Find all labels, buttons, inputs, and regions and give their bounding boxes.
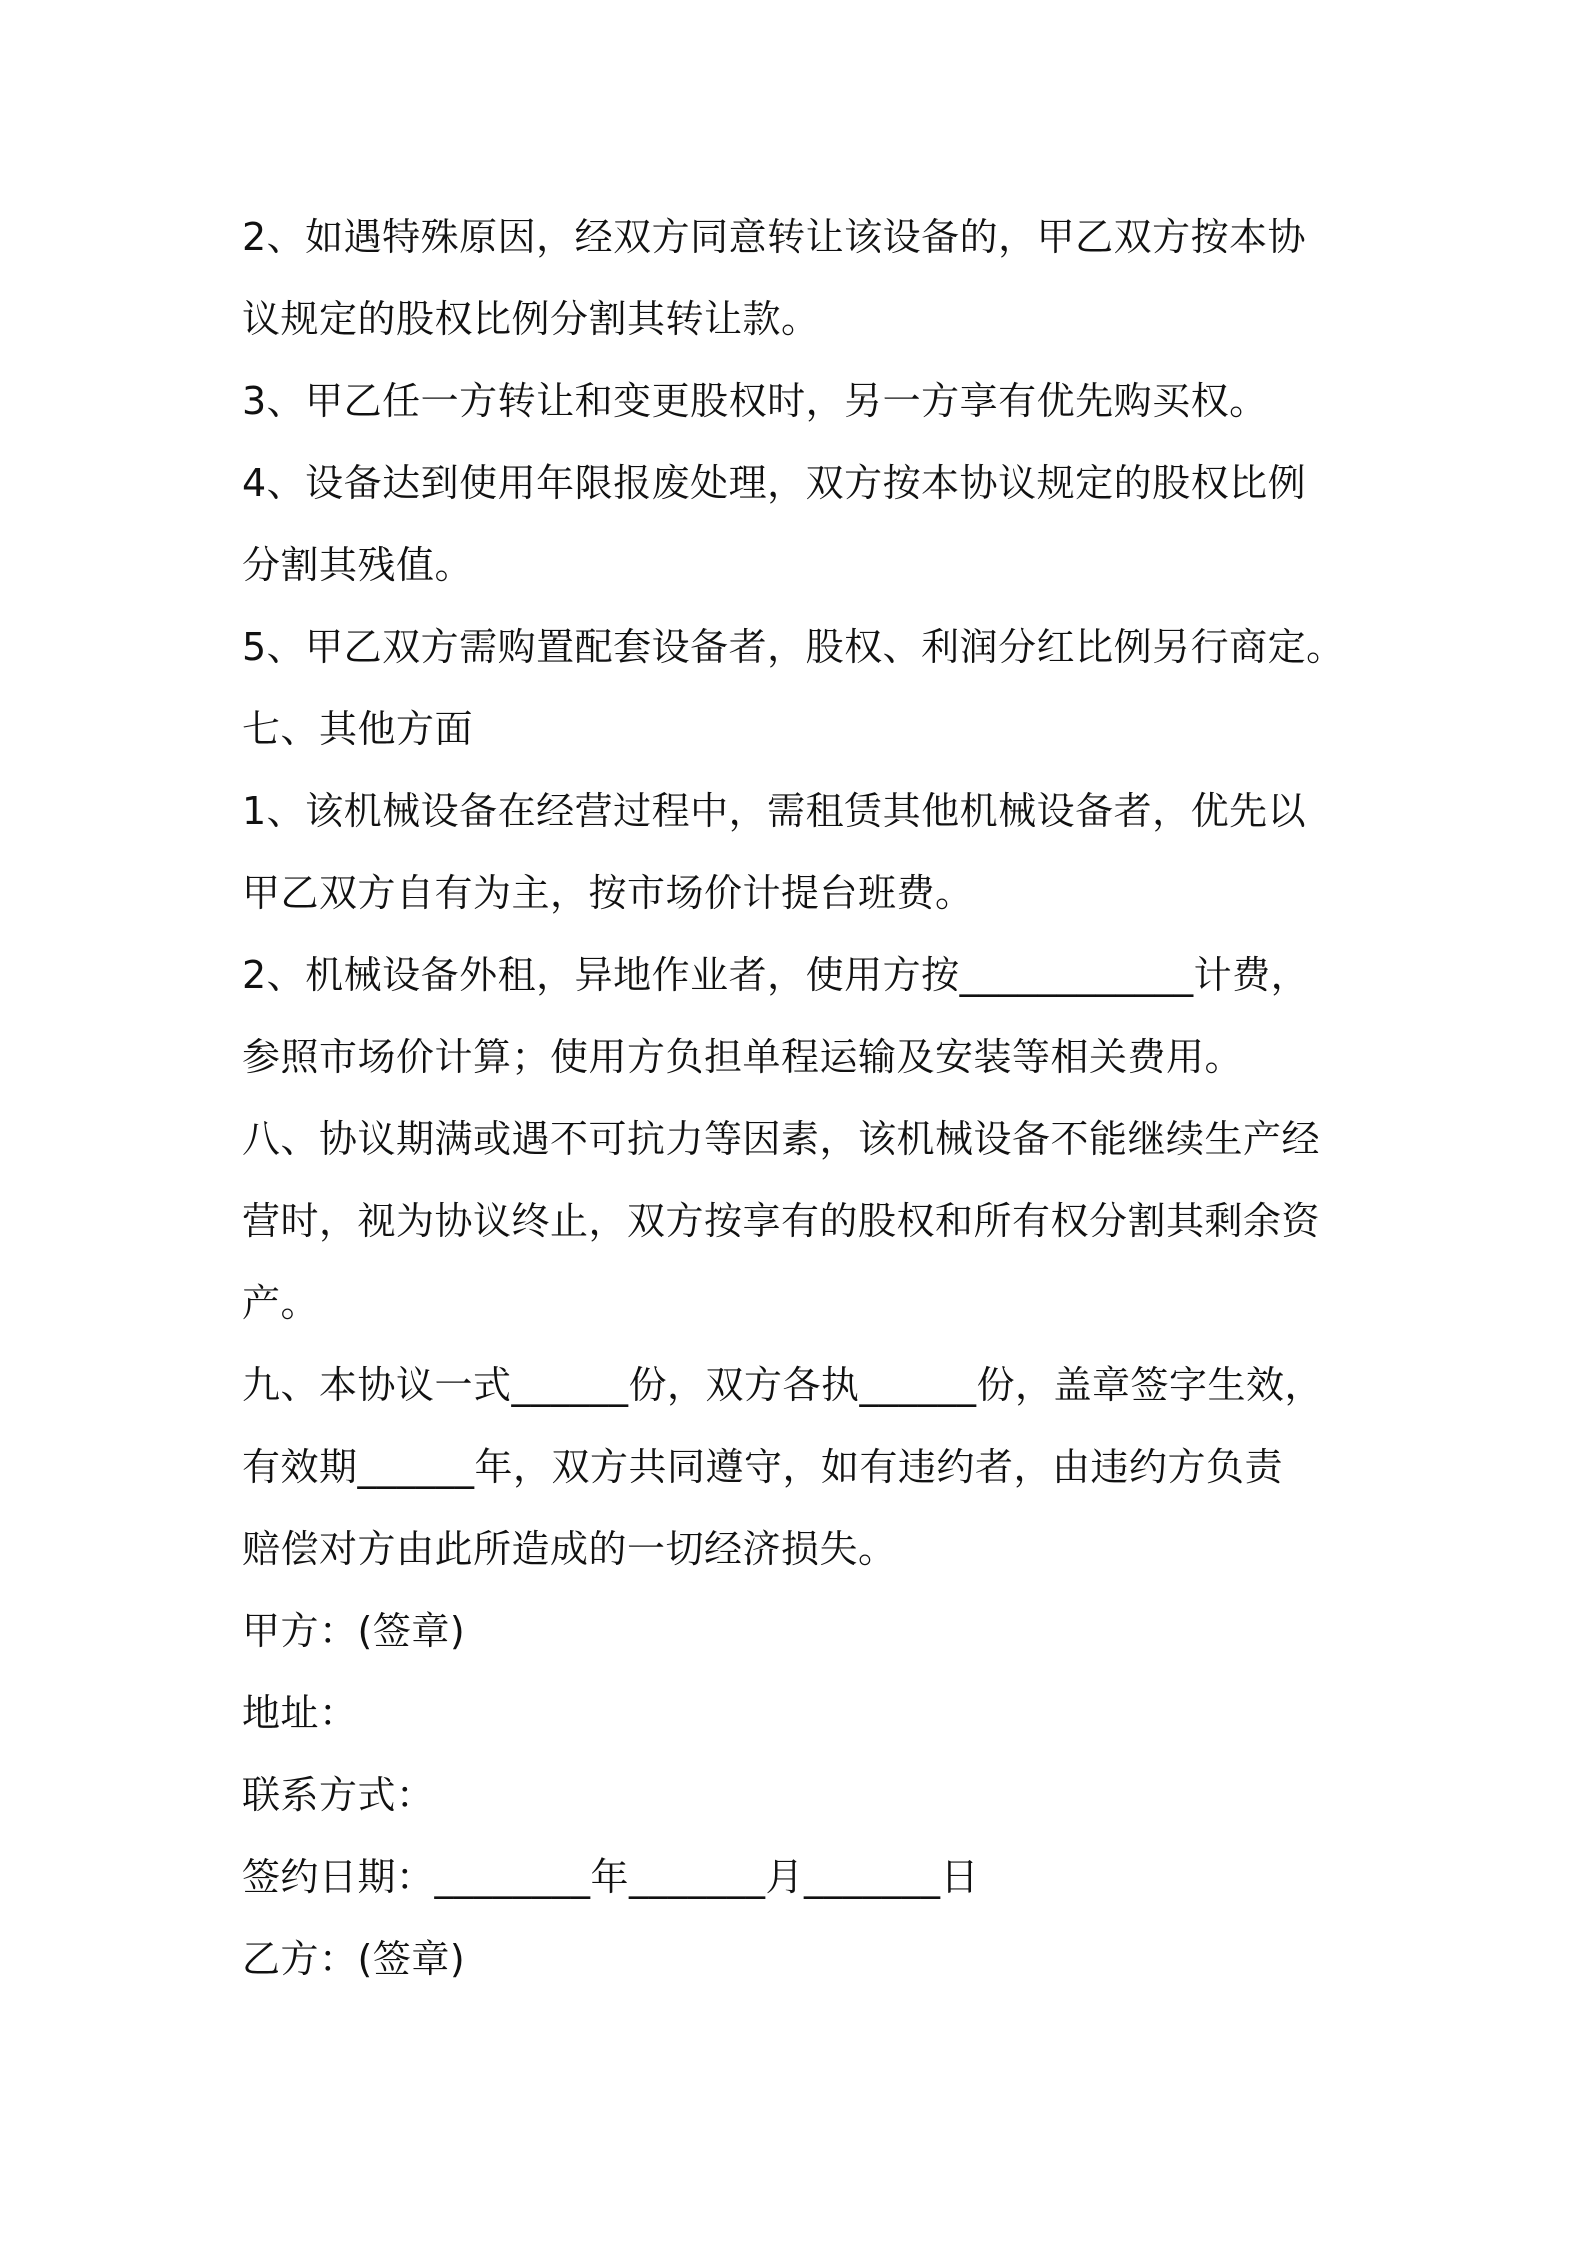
- clause-6-4-line-1: 4、设备达到使用年限报废处理，双方按本协议规定的股权比例: [242, 461, 1307, 505]
- clause-7-2-line-1: 2、机械设备外租，异地作业者，使用方按____________计费，: [242, 953, 1310, 997]
- clause-6-5: 5、甲乙双方需购置配套设备者，股权、利润分红比例另行商定。: [242, 625, 1345, 669]
- clause-6-4-line-2: 分割其残值。: [242, 543, 474, 587]
- clause-6-3: 3、甲乙任一方转让和变更股权时，另一方享有优先购买权。: [242, 379, 1268, 423]
- section-9-line-3: 赔偿对方由此所造成的一切经济损失。: [242, 1527, 897, 1571]
- clause-7-1-line-1: 1、该机械设备在经营过程中，需租赁其他机械设备者，优先以: [242, 789, 1307, 833]
- signing-date-line: 签约日期：________年_______月_______日: [242, 1855, 980, 1899]
- address-label: 地址：: [242, 1691, 358, 1735]
- section-8-line-2: 营时，视为协议终止，双方按享有的股权和所有权分割其剩余资: [242, 1199, 1321, 1243]
- section-9-line-2: 有效期______年，双方共同遵守，如有违约者，由违约方负责: [242, 1445, 1284, 1489]
- party-a-signature: 甲方：(签章): [242, 1609, 466, 1653]
- clause-6-2-line-2: 议规定的股权比例分割其转让款。: [242, 297, 820, 341]
- section-7-heading: 七、其他方面: [242, 707, 474, 751]
- section-8-line-3: 产。: [242, 1281, 320, 1325]
- section-9-line-1: 九、本协议一式______份，双方各执______份，盖章签字生效，: [242, 1363, 1324, 1407]
- section-8-line-1: 八、协议期满或遇不可抗力等因素，该机械设备不能继续生产经: [242, 1117, 1321, 1161]
- clause-7-1-line-2: 甲乙双方自有为主，按市场价计提台班费。: [242, 871, 974, 915]
- party-b-signature: 乙方：(签章): [242, 1937, 466, 1981]
- contact-label: 联系方式：: [242, 1773, 435, 1817]
- clause-7-2-line-2: 参照市场价计算；使用方负担单程运输及安装等相关费用。: [242, 1035, 1244, 1079]
- clause-6-2-line-1: 2、如遇特殊原因，经双方同意转让该设备的，甲乙双方按本协: [242, 215, 1307, 259]
- agreement-text: [242, 196, 1382, 2000]
